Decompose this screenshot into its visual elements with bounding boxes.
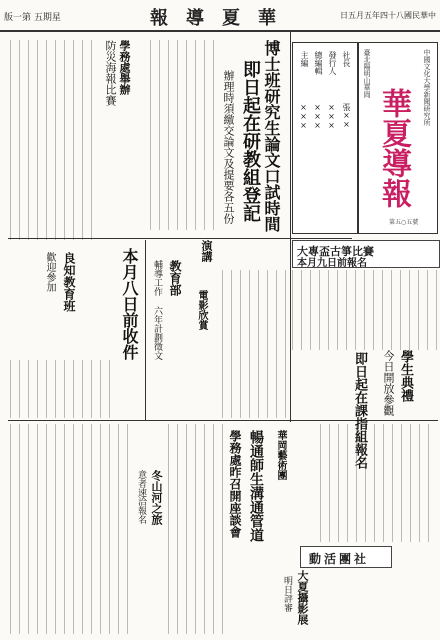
society-box [300,546,392,568]
guzheng-headline: 大專盃古箏比賽 [297,245,374,258]
nameplate-address: 臺北陽明山華岡 [363,49,371,98]
article-body-lower-right [320,424,434,542]
staff-name-3: ××× [313,103,322,130]
page-section: 版一第 五期星 [4,13,61,23]
office-headline: 學務處昨召開座談會 [228,430,242,538]
main-headline: 博士班研究生論文口試時間 [262,40,281,232]
lecture-headline: 演講 [200,240,213,262]
deadline-headline: 本月八日前收件 [120,248,139,360]
guzheng-box [292,240,440,268]
staff-role-2: 發行人 [328,51,337,75]
staff-role-4: 主編 [300,51,309,67]
staff-name-4: ××× [299,103,308,130]
article-body-lower-left [10,424,130,634]
film-headline: 電影欣賞 [196,290,207,330]
article-body-lower-mid [168,424,224,634]
article-body-left-mid [10,360,110,418]
nameplate-issue: 第五○五號 [389,219,419,226]
dept-subhead: 輔導工作 六年計劃徵文 [152,260,162,360]
article-body-center [222,270,288,418]
memorial-headline: 冬山河之旅 [150,470,163,525]
publication-date: 日五月五年四十八國民華中 [340,11,436,20]
society-headline: 動活團社 [309,552,370,566]
staff-role-1: 社長 [342,51,351,67]
dept-headline: 教育部 [168,260,182,296]
guzheng-subhead: 本月九日前報名 [297,258,367,269]
service-headline: 即日起在課指組報名 [352,352,367,469]
masthead-title: 報導夏華 [150,8,294,29]
masthead [0,0,440,32]
staff-name-1: 張×× [342,103,351,129]
staff-box [292,42,358,234]
contest-headline: 學務處舉辦 [118,40,131,95]
tour-headline: 華岡藝術團 [275,430,286,480]
article-body-right [292,270,438,350]
article-body-left-top [10,40,100,240]
nameplate-title: 華夏導報 [376,88,411,208]
main-note: 辦理時須繳交論文及提要各五份 [222,70,235,224]
nameplate-box [358,42,438,234]
exhibit-headline: 大夏攝影展 [296,570,309,625]
exhibit-subhead: 明日評審 [282,576,292,612]
culture-headline: 良知教育班 [62,252,76,312]
right-col-headline: 學生典禮 [398,350,413,402]
memorial-subhead: 意者速洽報名 [136,470,146,524]
article-body-main [150,40,218,230]
smooth-headline: 暢通師生溝通管道 [248,430,264,542]
contest-subhead: 防災海報比賽 [104,40,117,106]
welcome-headline: 歡迎參加 [44,252,55,292]
nameplate-publisher: 中國文化大學新聞研究所 [423,49,431,126]
right-col-subhead: 今日開放參觀 [382,350,395,416]
staff-role-3: 總編輯 [314,51,323,75]
main-subhead: 即日起在研教組登記 [240,60,261,222]
staff-name-2: ××× [327,103,336,130]
